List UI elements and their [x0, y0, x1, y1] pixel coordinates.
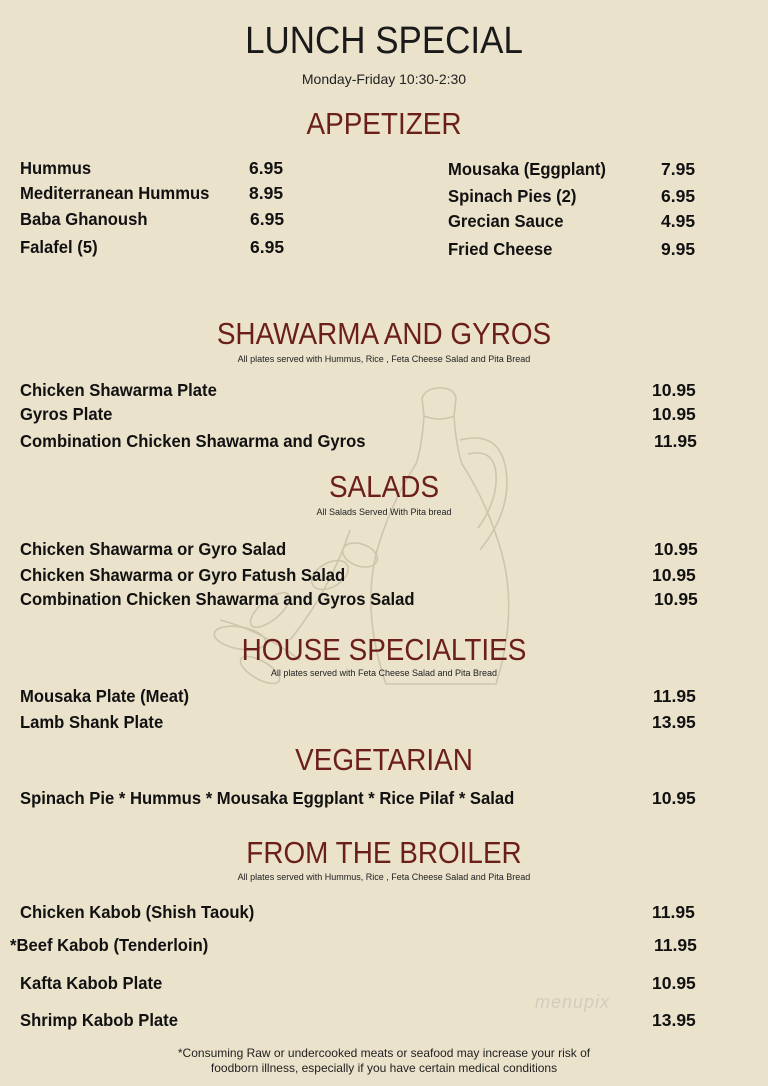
appetizer-item: Baba Ghanoush — [20, 209, 148, 229]
menu-title: LUNCH SPECIAL — [245, 20, 523, 62]
vegetarian-heading: VEGETARIAN — [295, 742, 473, 777]
appetizer-item: Fried Cheese — [448, 239, 553, 259]
broiler-item: *Beef Kabob (Tenderloin) — [10, 935, 209, 955]
shawarma-price: 11.95 — [654, 431, 697, 451]
appetizer-price: 7.95 — [661, 159, 696, 179]
appetizer-price: 9.95 — [661, 239, 696, 259]
broiler-price: 11.95 — [652, 902, 695, 922]
salads-price: 10.95 — [652, 565, 696, 585]
menu-hours: Monday-Friday 10:30-2:30 — [301, 71, 467, 87]
shawarma-price: 10.95 — [652, 404, 696, 424]
salads-heading: SALADS — [328, 469, 440, 504]
appetizer-item: Spinach Pies (2) — [448, 186, 577, 206]
appetizer-price: 6.95 — [661, 186, 696, 206]
appetizer-item: Falafel (5) — [20, 237, 98, 257]
shawarma-heading: SHAWARMA AND GYROS — [216, 316, 552, 351]
salads-price: 10.95 — [654, 589, 698, 609]
broiler-heading: FROM THE BROILER — [246, 835, 522, 870]
disclaimer-line-1: *Consuming Raw or undercooked meats or seafood may increase your risk of — [177, 1046, 591, 1060]
appetizer-price: 4.95 — [661, 211, 696, 231]
shawarma-note: All plates served with Hummus, Rice , Feta Cheese Salad and Pita Bread — [237, 354, 531, 364]
broiler-price: 13.95 — [652, 1010, 696, 1030]
disclaimer-line-2: foodborn illness, especially if you have certain medical conditions — [210, 1061, 558, 1075]
vegetarian-item: Spinach Pie * Hummus * Mousaka Eggplant * Rice Pilaf * Salad — [20, 788, 515, 808]
appetizer-item: Hummus — [20, 158, 92, 178]
vegetarian-price: 10.95 — [652, 788, 696, 808]
salads-note: All Salads Served With Pita bread — [316, 507, 452, 517]
salads-item: Chicken Shawarma or Gyro Fatush Salad — [20, 565, 346, 585]
appetizer-price: 6.95 — [249, 158, 284, 178]
appetizer-item: Mediterranean Hummus — [20, 183, 210, 203]
broiler-item: Kafta Kabob Plate — [20, 973, 163, 993]
salads-price: 10.95 — [654, 539, 698, 559]
appetizer-price: 6.95 — [250, 209, 285, 229]
shawarma-item: Combination Chicken Shawarma and Gyros — [20, 431, 366, 451]
salads-item: Combination Chicken Shawarma and Gyros Salad — [20, 589, 415, 609]
appetizer-price: 6.95 — [250, 237, 285, 257]
house-note: All plates served with Feta Cheese Salad and Pita Bread — [270, 668, 498, 678]
broiler-item: Shrimp Kabob Plate — [20, 1010, 178, 1030]
broiler-price: 11.95 — [654, 935, 697, 955]
appetizer-item: Grecian Sauce — [448, 211, 564, 231]
house-price: 13.95 — [652, 712, 696, 732]
appetizer-price: 8.95 — [249, 183, 284, 203]
house-price: 11.95 — [653, 686, 696, 706]
appetizer-item: Mousaka (Eggplant) — [448, 159, 606, 179]
shawarma-item: Gyros Plate — [20, 404, 113, 424]
broiler-note: All plates served with Hummus, Rice , Feta Cheese Salad and Pita Bread — [237, 872, 531, 882]
broiler-item: Chicken Kabob (Shish Taouk) — [20, 902, 255, 922]
house-item: Mousaka Plate (Meat) — [20, 686, 190, 706]
watermark-logo: menupix — [535, 992, 611, 1012]
salads-item: Chicken Shawarma or Gyro Salad — [20, 539, 287, 559]
shawarma-price: 10.95 — [652, 380, 696, 400]
appetizer-heading: APPETIZER — [306, 106, 462, 141]
shawarma-item: Chicken Shawarma Plate — [20, 380, 217, 400]
house-heading: HOUSE SPECIALTIES — [241, 632, 527, 667]
broiler-price: 10.95 — [652, 973, 696, 993]
house-item: Lamb Shank Plate — [20, 712, 164, 732]
